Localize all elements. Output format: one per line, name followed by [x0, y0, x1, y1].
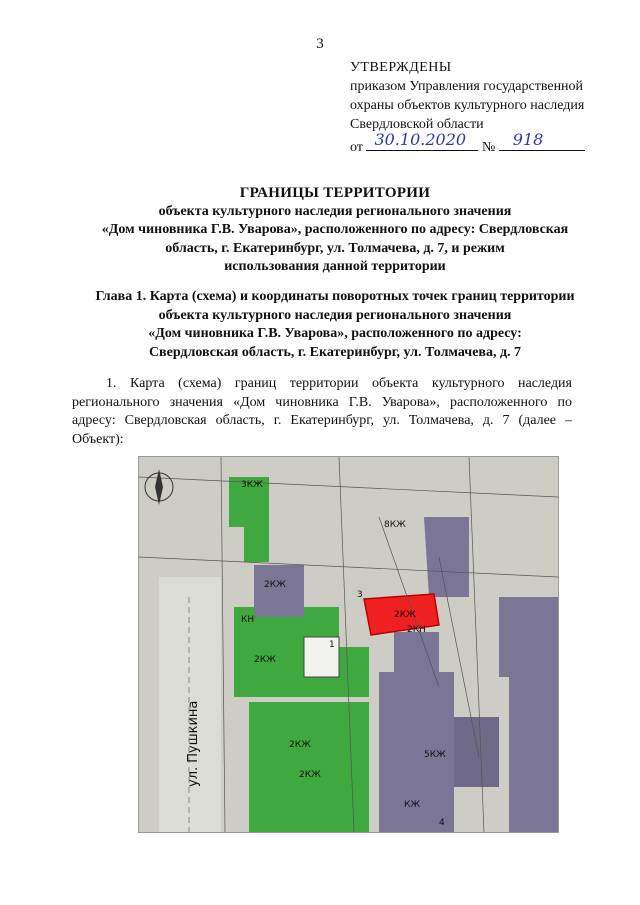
- chapter-line: «Дом чиновника Г.В. Уварова», расположенного по адресу:: [148, 326, 522, 341]
- purple-zone: [499, 597, 558, 832]
- map-label: КН: [241, 615, 255, 625]
- approval-date-row: [350, 130, 585, 157]
- map-label: 3: [357, 590, 363, 600]
- number-prefix: №: [481, 140, 496, 155]
- map-label: 2КЖ: [289, 740, 311, 750]
- purple-zone: [424, 517, 469, 597]
- street-label: ул. Пушкина: [186, 700, 201, 787]
- document-title: [60, 184, 610, 277]
- approval-heading: УТВЕРЖДЕНЫ: [350, 60, 452, 75]
- title-line: ГРАНИЦЫ ТЕРРИТОРИИ: [239, 185, 431, 201]
- purple-zone: [254, 565, 304, 617]
- approval-block: [350, 58, 585, 157]
- chapter-line: Свердловская область, г. Екатеринбург, ул. Толмачева, д. 7: [148, 344, 522, 360]
- map-label: 1: [329, 640, 335, 650]
- page-number: 3: [316, 36, 324, 52]
- territory-map: [138, 456, 559, 833]
- date-handwritten: 30.10.2020: [374, 130, 467, 149]
- title-line: область, г. Екатеринбург, ул. Толмачева, д. 7, и режим: [165, 240, 505, 256]
- map-label: 2КН: [407, 625, 426, 635]
- compass-needle-icon: [155, 469, 163, 505]
- map-label: 8КЖ: [384, 520, 406, 530]
- approval-line: Свердловской области: [350, 117, 484, 132]
- map-label: 5КЖ: [424, 750, 446, 760]
- map-label: 2КЖ: [394, 610, 416, 620]
- approval-line: приказом Управления государственной: [350, 79, 584, 94]
- number-handwritten: 918: [512, 130, 544, 149]
- map-label: 4: [439, 818, 445, 828]
- title-line: объекта культурного наследия регионального значения: [158, 203, 512, 219]
- purple-zone: [454, 717, 499, 787]
- map-label: 2КЖ: [299, 770, 321, 780]
- number-field: [499, 130, 585, 151]
- approval-line: охраны объектов культурного наследия: [350, 98, 585, 113]
- map-label: 3КЖ: [241, 480, 263, 490]
- map-drawing: [139, 457, 558, 832]
- map-label: 2КЖ: [254, 655, 276, 665]
- title-line: использования данной территории: [224, 259, 446, 274]
- map-label: КЖ: [404, 800, 421, 810]
- chapter-heading: [60, 288, 610, 362]
- date-field: [366, 130, 478, 151]
- body-paragraph: 1. Карта (схема) границ территории объекта культурного наследия регионального значения «Дом чиновника Г.В. Уварова», расположенного по адресу: Свердловская область, г. Екатеринбург, ул. Толмачева, д. 7 (далее – Объект):: [72, 376, 572, 447]
- chapter-line: Глава 1. Карта (схема) и координаты поворотных точек границ территории: [95, 289, 575, 304]
- map-label: 2КЖ: [264, 580, 286, 590]
- green-zone: [339, 647, 369, 697]
- green-zone: [249, 702, 369, 832]
- title-line: «Дом чиновника Г.В. Уварова», расположенного по адресу: Свердловская: [101, 222, 569, 237]
- date-prefix: от: [350, 140, 363, 155]
- chapter-line: объекта культурного наследия регионального значения: [158, 307, 512, 323]
